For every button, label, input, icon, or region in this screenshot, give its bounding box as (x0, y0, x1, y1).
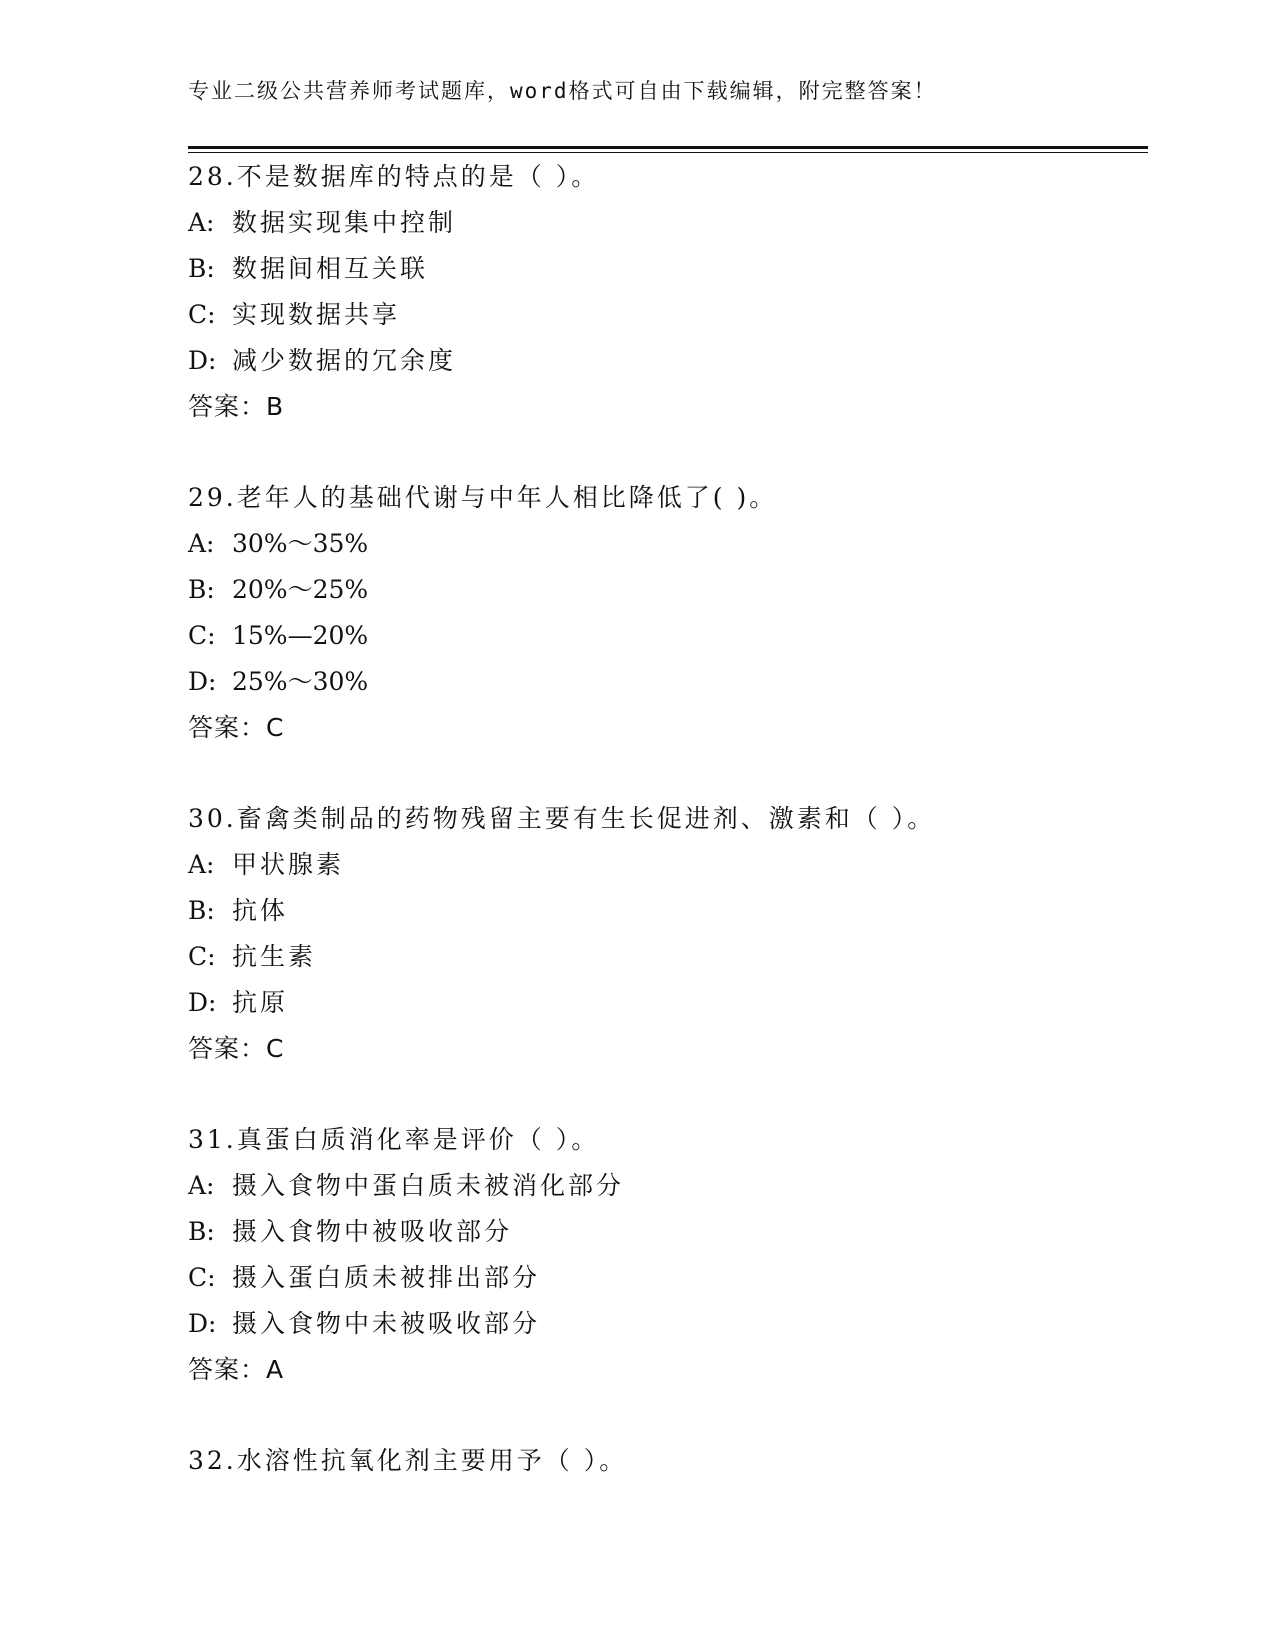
option-letter: B: (188, 1217, 215, 1246)
option-letter: C: (188, 1263, 216, 1292)
question-32 (188, 1438, 627, 1484)
option-letter: A: (188, 208, 215, 237)
option-d (188, 659, 777, 705)
option-letter: A: (188, 1171, 215, 1200)
option-text: 减少数据的冗余度 (232, 346, 457, 375)
option-b (188, 567, 777, 613)
header-rule-thin (188, 152, 1148, 153)
question-stem: 30.畜禽类制品的药物残留主要有生长促进剂、激素和（ ）。 (188, 804, 936, 833)
option-text: 抗原 (232, 988, 289, 1017)
option-letter: D: (188, 988, 217, 1017)
option-c (188, 292, 599, 338)
option-a (188, 200, 599, 246)
option-letter: B: (188, 254, 215, 283)
question-stem: 28.不是数据库的特点的是（ ）。 (188, 162, 600, 191)
option-text: 甲状腺素 (232, 850, 345, 879)
option-text: 30%～35% (232, 529, 369, 558)
question-28 (188, 154, 599, 430)
question-29 (188, 475, 777, 751)
answer-line: 答案：A (188, 1355, 285, 1384)
option-c (188, 934, 935, 980)
header-rule-thick (188, 146, 1148, 149)
answer-line: 答案：B (188, 392, 285, 421)
question-stem: 31.真蛋白质消化率是评价（ ）。 (188, 1125, 600, 1154)
answer-line: 答案：C (188, 1034, 285, 1063)
option-letter: D: (188, 346, 217, 375)
option-c (188, 613, 777, 659)
option-letter: A: (188, 529, 215, 558)
option-text: 实现数据共享 (232, 300, 401, 329)
option-letter: C: (188, 300, 216, 329)
option-b (188, 888, 935, 934)
option-letter: A: (188, 850, 215, 879)
option-text: 25%～30% (232, 667, 369, 696)
option-text: 摄入食物中未被吸收部分 (232, 1309, 541, 1338)
option-d (188, 1301, 624, 1347)
option-a (188, 842, 935, 888)
option-text: 15%—20% (232, 621, 369, 650)
option-b (188, 1209, 624, 1255)
option-text: 摄入蛋白质未被排出部分 (232, 1263, 541, 1292)
question-stem: 29.老年人的基础代谢与中年人相比降低了( )。 (188, 483, 778, 512)
option-text: 抗体 (232, 896, 289, 925)
page-header: 专业二级公共营养师考试题库，word格式可自由下载编辑，附完整答案！ (188, 79, 937, 103)
option-text: 摄入食物中被吸收部分 (232, 1217, 513, 1246)
option-b (188, 246, 599, 292)
option-a (188, 521, 777, 567)
option-text: 数据实现集中控制 (232, 208, 457, 237)
option-letter: D: (188, 667, 217, 696)
option-text: 抗生素 (232, 942, 317, 971)
option-letter: D: (188, 1309, 217, 1338)
question-30 (188, 796, 935, 1072)
option-text: 数据间相互关联 (232, 254, 429, 283)
option-d (188, 980, 935, 1026)
option-letter: B: (188, 896, 215, 925)
option-text: 摄入食物中蛋白质未被消化部分 (232, 1171, 625, 1200)
question-stem: 32.水溶性抗氧化剂主要用予（ ）。 (188, 1446, 628, 1475)
option-letter: B: (188, 575, 215, 604)
answer-line: 答案：C (188, 713, 285, 742)
option-text: 20%～25% (232, 575, 369, 604)
option-c (188, 1255, 624, 1301)
option-letter: C: (188, 621, 216, 650)
question-31 (188, 1117, 624, 1393)
option-d (188, 338, 599, 384)
option-a (188, 1163, 624, 1209)
option-letter: C: (188, 942, 216, 971)
